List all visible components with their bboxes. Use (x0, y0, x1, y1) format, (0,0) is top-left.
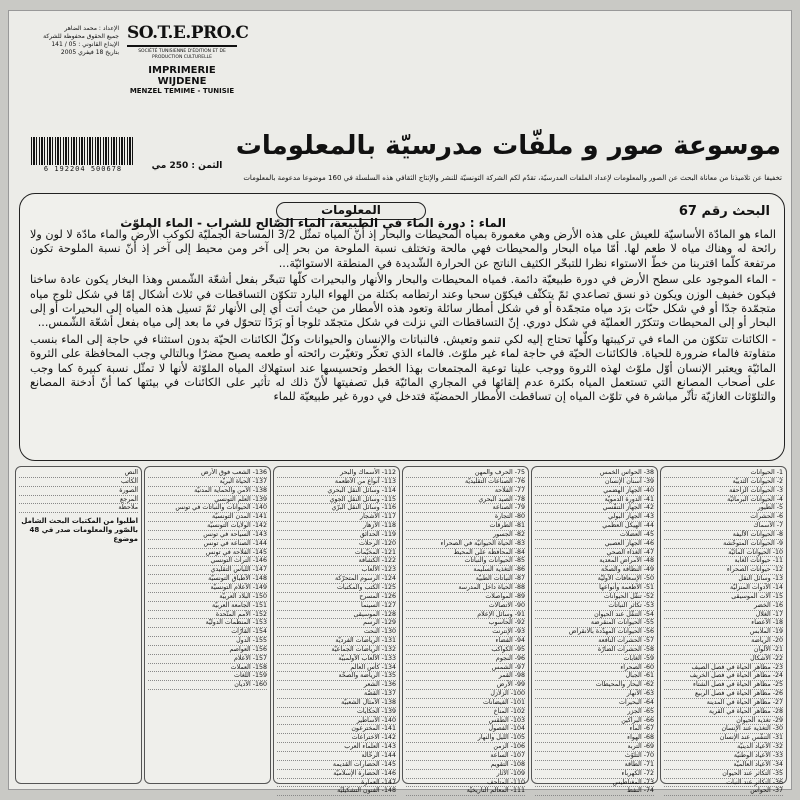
index-item: 142- الاختراعات (277, 734, 396, 743)
index-item: ملاحظة (19, 504, 138, 513)
index-item: 80- التجارة (406, 513, 525, 522)
index-item: 66- البراكين (535, 717, 654, 726)
barcode-bars (31, 137, 135, 165)
index-item: 137- الحياة البريّة (148, 478, 267, 487)
index-item: 63- الأنهار (535, 690, 654, 699)
index-item: 142- الولايات التونسيّة (148, 522, 267, 531)
index-item: 58- الحشرات الضارّة (535, 646, 654, 655)
index-item: 141- المدن التونسيّة (148, 513, 267, 522)
index-item: 141- المخترعون (277, 725, 396, 734)
index-item: 30- التغذية عند الإنسان (664, 725, 783, 734)
index-item: 139- الحكايات (277, 708, 396, 717)
research-body (30, 228, 776, 454)
index-item: 131- الرياضات الفرديّة (277, 637, 396, 646)
index-column (531, 466, 658, 795)
index-item: 143- السياحة في تونس (148, 531, 267, 540)
index-item: 43- الجهاز البولي (535, 513, 654, 522)
publisher-tagline: SOCIÉTÉ TUNISIENNE D'ÉDITION ET DE PRODUCTION CULTURELLE (138, 49, 226, 60)
index-item: 154- القارّات (148, 628, 267, 637)
index-item: 106- الزمن (406, 743, 525, 752)
index-item: 35- التكاثر عند الحيوان (664, 770, 783, 779)
index-column (144, 466, 271, 784)
index-item: 136- الشعب فوق الأرض (148, 469, 267, 478)
page-title: موسوعة صور و ملفّات مدرسيّة بالمعلومات (235, 131, 781, 161)
index-item: 103- الطقس (406, 717, 525, 726)
index-item: 138- الأمن والحماية المدنيّة (148, 487, 267, 496)
index-item: 77- الفلاحة (406, 487, 525, 496)
index-item: 61- الجبال (535, 672, 654, 681)
index-item: 49- النظافة والصحّة (535, 566, 654, 575)
index-item: 137- القصّة (277, 690, 396, 699)
index-item: 57- الحشرات النافعة (535, 637, 654, 646)
imprint-line: الإعداد : محمد الضاهر (64, 25, 119, 32)
index-item: 124- الرسوم المتحرّكة (277, 575, 396, 584)
price-label: الثمن : 250 مي (151, 161, 223, 171)
index-item: 159- اللغات (148, 672, 267, 681)
paragraph: - الماء الموجود على سطح الأرض في دورة طبيعيّة دائمة. فمياه المحيطات والبحار والأنهار والبحيرات كلّها تتبخّر بفعل أشعّة الشّمس وهذا البخار يكون عادة ساخنا فيكون خفيف الوزن ويكون ذو نسق تصاعدي ثمّ يتكثّف فيكوّن سحبا وعند ارتطامه بكتلة من الهواء البارد تتكوّن التساقطات في ثلاث أشكال إمّا في شكل ثلوج مياه متجمّدة جدّا أو في شكل حبّات برَد مياه متجمّدة أو في شكل أمطار سائلة وتعود هذه الأمطار من حيث أتت أي إلى الأنهار ثمّ تسيل هذه المياه إلى البحيرات أو إلى البحار أو إلى المحيطات وتتكرّر العمليّة في شكل دوري. إنّ التساقطات التي نزلت في شكل متجمّد ثلوجا أو بَرَدًا تتحوّل في ما بعد إلى مياه بفعل أشعّة الشّمس... (30, 273, 776, 330)
index-item: 12- حيوانات الصحراء (664, 566, 783, 575)
imprint-line: بتاريخ 18 فيفري 2005 (60, 49, 119, 56)
index-item: 65- الجزر (535, 708, 654, 717)
index-item: 144- الرحّالة (277, 752, 396, 761)
index-item: 33- الأعياد الوطنيّة (664, 752, 783, 761)
printer-name: IMPRIMERIE WIJDENE (148, 65, 216, 87)
index-item: 146- التراث التونسي (148, 557, 267, 566)
index-item: 14- الأدوات المنزليّة (664, 584, 783, 593)
index-item: 115- وسائل النقل الجوي (277, 496, 396, 505)
index-item: 146- الحضارة الإسلاميّة (277, 770, 396, 779)
index-column (273, 466, 400, 795)
index-item: 55- الحيوانات المنقرضة (535, 619, 654, 628)
index-item: 117- الأشجار (277, 513, 396, 522)
index-item: 21- الألوان (664, 646, 783, 655)
barcode (27, 137, 139, 181)
index-item: 110- المتاحف (406, 779, 525, 788)
index-item: 123- الألعاب (277, 566, 396, 575)
index-item: 145- الحضارات القديمة (277, 761, 396, 770)
index-item: 113- أنواع من الأطعمة (277, 478, 396, 487)
index-item: 127- السينما (277, 602, 396, 611)
index-item: 120- الرحلات (277, 540, 396, 549)
index-item: 47- الغذاء الصحي (535, 549, 654, 558)
index-item: 129- الرسم (277, 619, 396, 628)
research-box (19, 193, 785, 461)
index-item: 3- الحيوانات الزاحفة (664, 487, 783, 496)
index-item: 143- العلماء العرب (277, 743, 396, 752)
index-item: 48- الأمراض المعدية (535, 557, 654, 566)
index-item: الكاتب (19, 478, 138, 487)
index-item: 7- الأسماك (664, 522, 783, 531)
index-item: 69- التربة (535, 743, 654, 752)
index-item: 144- الصناعة في تونس (148, 540, 267, 549)
index-item: 68- الهواء (535, 734, 654, 743)
index-item: 45- العضلات (535, 531, 654, 540)
index-item: 108- التقويم (406, 761, 525, 770)
index-item: 8- الحيوانات الأليفة (664, 531, 783, 540)
index-item: المرجع (19, 496, 138, 505)
index-item: 118- الأزهار (277, 522, 396, 531)
index-item: 102- المناخ (406, 708, 525, 717)
index-item: 107- الساعة (406, 752, 525, 761)
barcode-number: 6 192204 500678 (43, 165, 123, 173)
index-item: 51- الأطعمة وأنواعها (535, 584, 654, 593)
index-item: 147- اللباس التقليدي (148, 566, 267, 575)
index-item: 93- الإنترنت (406, 628, 525, 637)
index-item: 16- الخضر (664, 602, 783, 611)
index-item: 60- الصحراء (535, 664, 654, 673)
index-item: الصورة (19, 487, 138, 496)
index-item: 149- الأعلام التونسيّة (148, 584, 267, 593)
index-item: 116- وسائل النقل البرّي (277, 504, 396, 513)
imprint-block (29, 25, 119, 57)
index-column (15, 466, 142, 784)
research-topic: الماء : دورة الماء في الطبيعة، الماء الصّالح للشراب - الماء الملوّث (120, 216, 506, 230)
index-item: 56- الحيوانات المهدّدة بالانقراض (535, 628, 654, 637)
paragraph: الماء هو المادّة الأساسيّة للعيش على هذه الأرض وهي مغمورة بمياه المحيطات والبحار إذ أنّ المياه تمثّل 3/2 المساحة الجمليّة لكوكب الأرض والماء مادّة لا لون ولا رائحة له وهناك مياه لا طعم لها. أمّا مياه البحار والمحيطات فهي مالحة وتختلف نسبة الملوحة من بحر إلى آخر ومن محيط إلى آخر إذ أنّ نسبة الملوحة تكون مرتفعة كلّما اقتربنا من خطّ الاستواء نظرا للتبخّر الكثيف الناتج عن الحرارة الشّديدة في المنطقة الاستوائيّة... (30, 228, 776, 270)
index-item: 111- المعالم التاريخيّة (406, 787, 525, 796)
index-item: 72- الكهرباء (535, 770, 654, 779)
index-item: 109- الآثار (406, 770, 525, 779)
index-item: 39- أسنان الإنسان (535, 478, 654, 487)
index-item: 6- الحشرات (664, 513, 783, 522)
document-sheet (8, 10, 792, 795)
index-item: 125- الكتب والمكتبات (277, 584, 396, 593)
index-item: 145- الفلاحة في تونس (148, 549, 267, 558)
index-item: 37- الحواس (664, 787, 783, 796)
index-item: 9- الحيوانات المتوحّشة (664, 540, 783, 549)
index-item: 34- الأعياد العالميّة (664, 761, 783, 770)
index-item: 148- الأطباق التونسيّة (148, 575, 267, 584)
paragraph: - الكائنات تتكوّن من الماء في تركيبتها وكلّها تحتاج إليه لكي تنمو وتعيش. فالنباتات والإنسان والحيوانات وكلّ الكائنات الحيّة بدون استثناء في حاجة إلى الماء بنسب متفاوتة فالماء ضرورة للحياة. فالكائنات الحيّة في حاجة لماء غير ملوّث. فالماء الذي تعكّر وتغيّرت رائحته أو طعمه يصبح مضرّا وبالتالي وجب المحافظة على الثروة المائيّة ويعتبر الإنسان أوّل ملوّث لهذه الثروة ووجب علينا توعية المجتمعات بهذا الخطر وتحسيسها عند استهلاك المياه الملوّثة لأنها لا تمثّل نسبة كبيرة كما وجب على أصحاب المصانع التي تستعمل المياه بكثرة عدم إلقائها في المجاري المائيّة قبل تصفيتها لأنّ ذلك له تأثير على الكائنات في بيئتها كما أنّ أدخنة المصانع والتلوّثات الغازيّة تأثّر مباشرة في تلوّث المياه إن تساقطت الأمطار الحمضيّة فتدخل في دورة غير طبيعيّة للماء (30, 332, 776, 404)
index-item: 84- المحافظة على المحيط (406, 549, 525, 558)
research-header (30, 202, 776, 230)
index-item: 53- تكاثر النباتات (535, 602, 654, 611)
index-item: 134- كأس العالم (277, 664, 396, 673)
index-item: 1- الحيوانات (664, 469, 783, 478)
index-item: 15- آلات الموسيقى (664, 593, 783, 602)
index-item: 135- الرياضة والصحّة (277, 672, 396, 681)
index-item: 136- الشعر (277, 681, 396, 690)
index-item: 153- المنظمات الدوليّة (148, 619, 267, 628)
index-item: 112- الأسماك والبحر (277, 469, 396, 478)
index-item: 19- الملابس (664, 628, 783, 637)
info-badge: المعلومات (276, 202, 426, 220)
index-item: 138- الأمثال الشعبيّة (277, 699, 396, 708)
index-item: 2- الحيوانات الثدييّة (664, 478, 783, 487)
index-item: 22- الأشكال (664, 655, 783, 664)
index-item: 88- الحياة داخل المدرسة (406, 584, 525, 593)
index-item: 133- الألعاب الأولمبيّة (277, 655, 396, 664)
index-item: 78- الصيد البحري (406, 496, 525, 505)
index-item: 20- الرياضة (664, 637, 783, 646)
index-item: 50- الإسعافات الأوليّة (535, 575, 654, 584)
header (9, 11, 793, 191)
index-item: 95- الكواكب (406, 646, 525, 655)
index-item: 17- الغلال (664, 611, 783, 620)
index-item: 104- الفصول (406, 725, 525, 734)
index-footnote: اطلبوا من المكتبات البحث الشامل بالصّور والمعلومات صدر في 48 موضوع (21, 517, 138, 544)
index-item: 160- الأديان (148, 681, 267, 690)
index-item: 128- الموسيقى (277, 611, 396, 620)
index-item: 152- الأمم المتّحدة (148, 611, 267, 620)
index-item: 64- البحيرات (535, 699, 654, 708)
index-item: 26- مظاهر الحياة في فصل الربيع (664, 690, 783, 699)
index-item: 150- البلاد العربيّة (148, 593, 267, 602)
index-item: 139- العلم التونسي (148, 496, 267, 505)
index-item: 76- الصناعات التقليديّة (406, 478, 525, 487)
index-item: 140- الأساطير (277, 717, 396, 726)
index-item: 85- الحيوانات والنباتات (406, 557, 525, 566)
index-item: 140- الحيوانات والنباتات في تونس (148, 504, 267, 513)
index-item: 86- التغذية السليمة (406, 566, 525, 575)
imprint-line: جميع الحقوق محفوظة للشركة (43, 33, 119, 40)
index-item: 132- الرياضات الجماعيّة (277, 646, 396, 655)
index-column (660, 466, 787, 795)
index-item: 71- الطاقة (535, 761, 654, 770)
index-item: 122- الكشافة (277, 557, 396, 566)
publisher-logo: SO.T.E.PRO.C (127, 23, 237, 47)
index-item: 81- الطرقات (406, 522, 525, 531)
index-item: 90- الاتصالات (406, 602, 525, 611)
index-item: 121- المخيّمات (277, 549, 396, 558)
index-item: 75- الحرف والمهن (406, 469, 525, 478)
index-item: 98- القمر (406, 672, 525, 681)
index-item: 54- التنقّل عند الحيوان (535, 611, 654, 620)
index-item: 52- تنقّل الحيوانات (535, 593, 654, 602)
index-item: 82- الجسور (406, 531, 525, 540)
index-item: 119- الحدائق (277, 531, 396, 540)
printer-city: MENZEL TEMIME - TUNISIE (129, 87, 235, 95)
index-item: 100- الزلازل (406, 690, 525, 699)
index-item: 44- الهيكل العظمي (535, 522, 654, 531)
imprint-line: الإيداع القانوني : 05 / 141 (51, 41, 119, 48)
index-item: 24- مظاهر الحياة في فصل الخريف (664, 672, 783, 681)
index-item: 74- النفط (535, 787, 654, 796)
index-item: 130- النحت (277, 628, 396, 637)
index-item: 46- الجهاز العصبي (535, 540, 654, 549)
index-item: 29- تغذية الحيوان (664, 717, 783, 726)
index-item: 156- العواصم (148, 646, 267, 655)
index-item: 41- الدورة الدمويّة (535, 496, 654, 505)
index-item: 99- الأرض (406, 681, 525, 690)
index-item: 59- الغابات (535, 655, 654, 664)
index-item: 38- الحواس الخمس (535, 469, 654, 478)
index-item: 151- الجامعة العربيّة (148, 602, 267, 611)
index-item: 96- النجوم (406, 655, 525, 664)
index-item: 87- النباتات الطبيّة (406, 575, 525, 584)
index-item: 10- الحيوانات المائيّة (664, 549, 783, 558)
publisher-block (127, 23, 249, 173)
index-item: 13- وسائل النقل (664, 575, 783, 584)
index-item: 4- الحيوانات البرمائيّة (664, 496, 783, 505)
index-item: 105- الليل والنهار (406, 734, 525, 743)
index-item: 157- الأعلام (148, 655, 267, 664)
index-item: 155- الدول (148, 637, 267, 646)
index-item: 101- الفيضانات (406, 699, 525, 708)
index-item: 23- مظاهر الحياة في فصل الصيف (664, 664, 783, 673)
index-item: النص (19, 469, 138, 478)
index-item: 27- مظاهر الحياة في المدينة (664, 699, 783, 708)
index-item: 73- المغناطيس (535, 779, 654, 788)
index-item: 147- العمارة (277, 779, 396, 788)
index-item: 42- الجهاز التنفّسي (535, 504, 654, 513)
index-item: 40- الجهاز الهضمي (535, 487, 654, 496)
index-item: 114- وسائل النقل البحري (277, 487, 396, 496)
index-item: 28- مظاهر الحياة في القرية (664, 708, 783, 717)
index-item: 92- الحاسوب (406, 619, 525, 628)
topic-index (15, 466, 787, 795)
index-item: 79- الصناعة (406, 504, 525, 513)
index-item: 31- التنفّس عند الإنسان (664, 734, 783, 743)
page-subtitle: تخفيفا عن تلاميذنا من معاناة البحث عن الصور والمعلومات لإعداد الملفات المدرسيّة، تقدّم لكم الشركة التونسيّة للنشر والإنتاج الثقافي هذه السلسلة في 160 موضوعا مدعومة بالمعلومات (243, 174, 782, 182)
index-item: 62- البحار والمحيطات (535, 681, 654, 690)
index-item: 94- الفضاء (406, 637, 525, 646)
index-item: 91- وسائل الإعلام (406, 611, 525, 620)
index-item: 126- المسرح (277, 593, 396, 602)
research-number: البحث رقم 67 (678, 204, 770, 219)
index-item: 18- الأعضاء (664, 619, 783, 628)
index-item: 89- المواصلات (406, 593, 525, 602)
index-item: 83- الحياة الحيوانيّة في الصحراء (406, 540, 525, 549)
index-item: 5- الطيور (664, 504, 783, 513)
index-item: 158- العملات (148, 664, 267, 673)
index-item: 36- التكاثر عند النبات (664, 779, 783, 788)
index-item: 148- الفنون التشكيليّة (277, 787, 396, 796)
index-item: 25- مظاهر الحياة في فصل الشتاء (664, 681, 783, 690)
index-item: 70- التلوّث (535, 752, 654, 761)
index-item: 32- الأعياد الدينيّة (664, 743, 783, 752)
index-item: 67- الماء (535, 725, 654, 734)
index-column (402, 466, 529, 795)
index-item: 97- الشمس (406, 664, 525, 673)
index-item: 11- حيوانات الغابة (664, 557, 783, 566)
